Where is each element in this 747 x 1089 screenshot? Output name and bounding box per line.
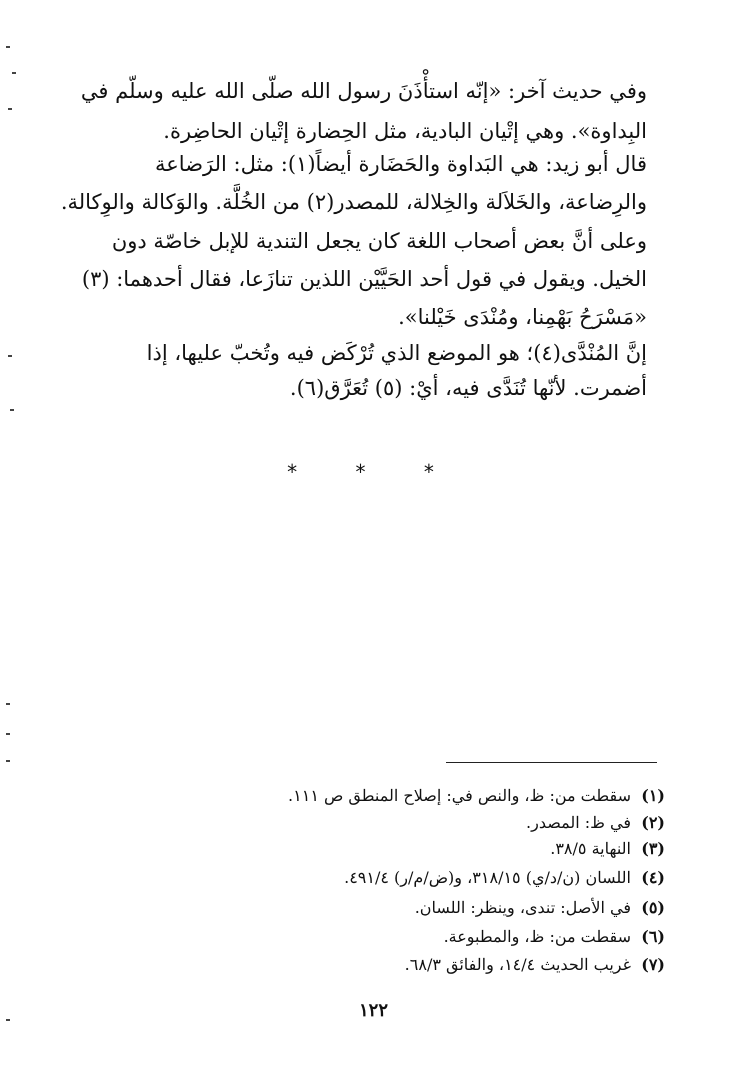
footnote-text: النهاية ٣٨/٥. [550, 839, 631, 858]
margin-mark [8, 355, 12, 357]
footnote [145, 837, 665, 861]
footnote [145, 784, 665, 808]
footnote [145, 811, 665, 835]
footnote-text: في الأصل: تندى، وينظر: اللسان. [414, 898, 631, 917]
footnote-text: في ظ: المصدر. [526, 813, 631, 832]
section-separator: * * * [287, 460, 460, 484]
footnote-number: (٥) [641, 898, 665, 917]
body-line: والرِضاعة، والخَلاَلة والخِلالة، للمصدر(٢) من الخُلَّة. والوَكالة والوِكالة. [60, 190, 647, 214]
footnote-text: سقطت من: ظ، والمطبوعة. [443, 927, 631, 946]
margin-mark [6, 733, 10, 735]
footnote-number: (٣) [641, 839, 665, 858]
margin-mark [12, 72, 16, 74]
footnote [145, 896, 665, 920]
margin-mark [6, 760, 10, 762]
body-line: قال أبو زيد: هي البَداوة والحَضَارة أيضاً(١): مثل: الرَضاعة [155, 152, 647, 176]
body-line: «مَسْرَحُ بَهْمِنا، ومُنْدَى خَيْلنا». [398, 305, 647, 329]
footnote-number: (٢) [641, 813, 665, 832]
margin-mark [6, 703, 10, 705]
body-line: البِداوة». وهي إتْيان البادية، مثل الحِضارة إتْيان الحاضِرة. [163, 119, 647, 143]
footnote-text: اللسان (ن/د/ي) ٣١٨/١٥، و(ض/م/ر) ٤٩١/٤. [344, 868, 631, 887]
footnote [145, 866, 665, 890]
body-line: وعلى أنَّ بعض أصحاب اللغة كان يجعل التندية للإبل خاصّة دون [111, 229, 647, 253]
body-line: إنَّ المُنْدَّى(٤)؛ هو الموضع الذي تُرْكَض فيه وتُخبّ عليها، إذا [146, 341, 647, 365]
footnote-number: (٦) [641, 927, 665, 946]
margin-mark [6, 1019, 10, 1021]
footnote-number: (٤) [641, 868, 665, 887]
footnote-number: (١) [641, 786, 665, 805]
margin-mark [8, 108, 12, 110]
footnote [145, 953, 665, 977]
footnote-divider [446, 762, 657, 763]
body-line: الخيل. ويقول في قول أحد الحَيَّيْن اللذين تنازَعا، فقال أحدهما: (٣) [81, 267, 647, 291]
body-line: أضمرت. لأنّها تُنَدَّى فيه، أيْ: (٥) تُعَرَّق(٦). [289, 376, 647, 400]
footnote [145, 925, 665, 949]
margin-mark [10, 409, 14, 411]
body-line: وفي حديث آخر: «إنّه استأْذَنَ رسول الله صلّى الله عليه وسلّم في [80, 79, 647, 103]
footnote-text: غريب الحديث ١٤/٤، والفائق ٦٨/٣. [404, 955, 631, 974]
page-number: ١٢٢ [358, 1000, 388, 1021]
margin-mark [6, 46, 10, 48]
footnote-number: (٧) [641, 955, 665, 974]
footnote-text: سقطت من: ظ، والنص في: إصلاح المنطق ص ١١١. [288, 786, 631, 805]
